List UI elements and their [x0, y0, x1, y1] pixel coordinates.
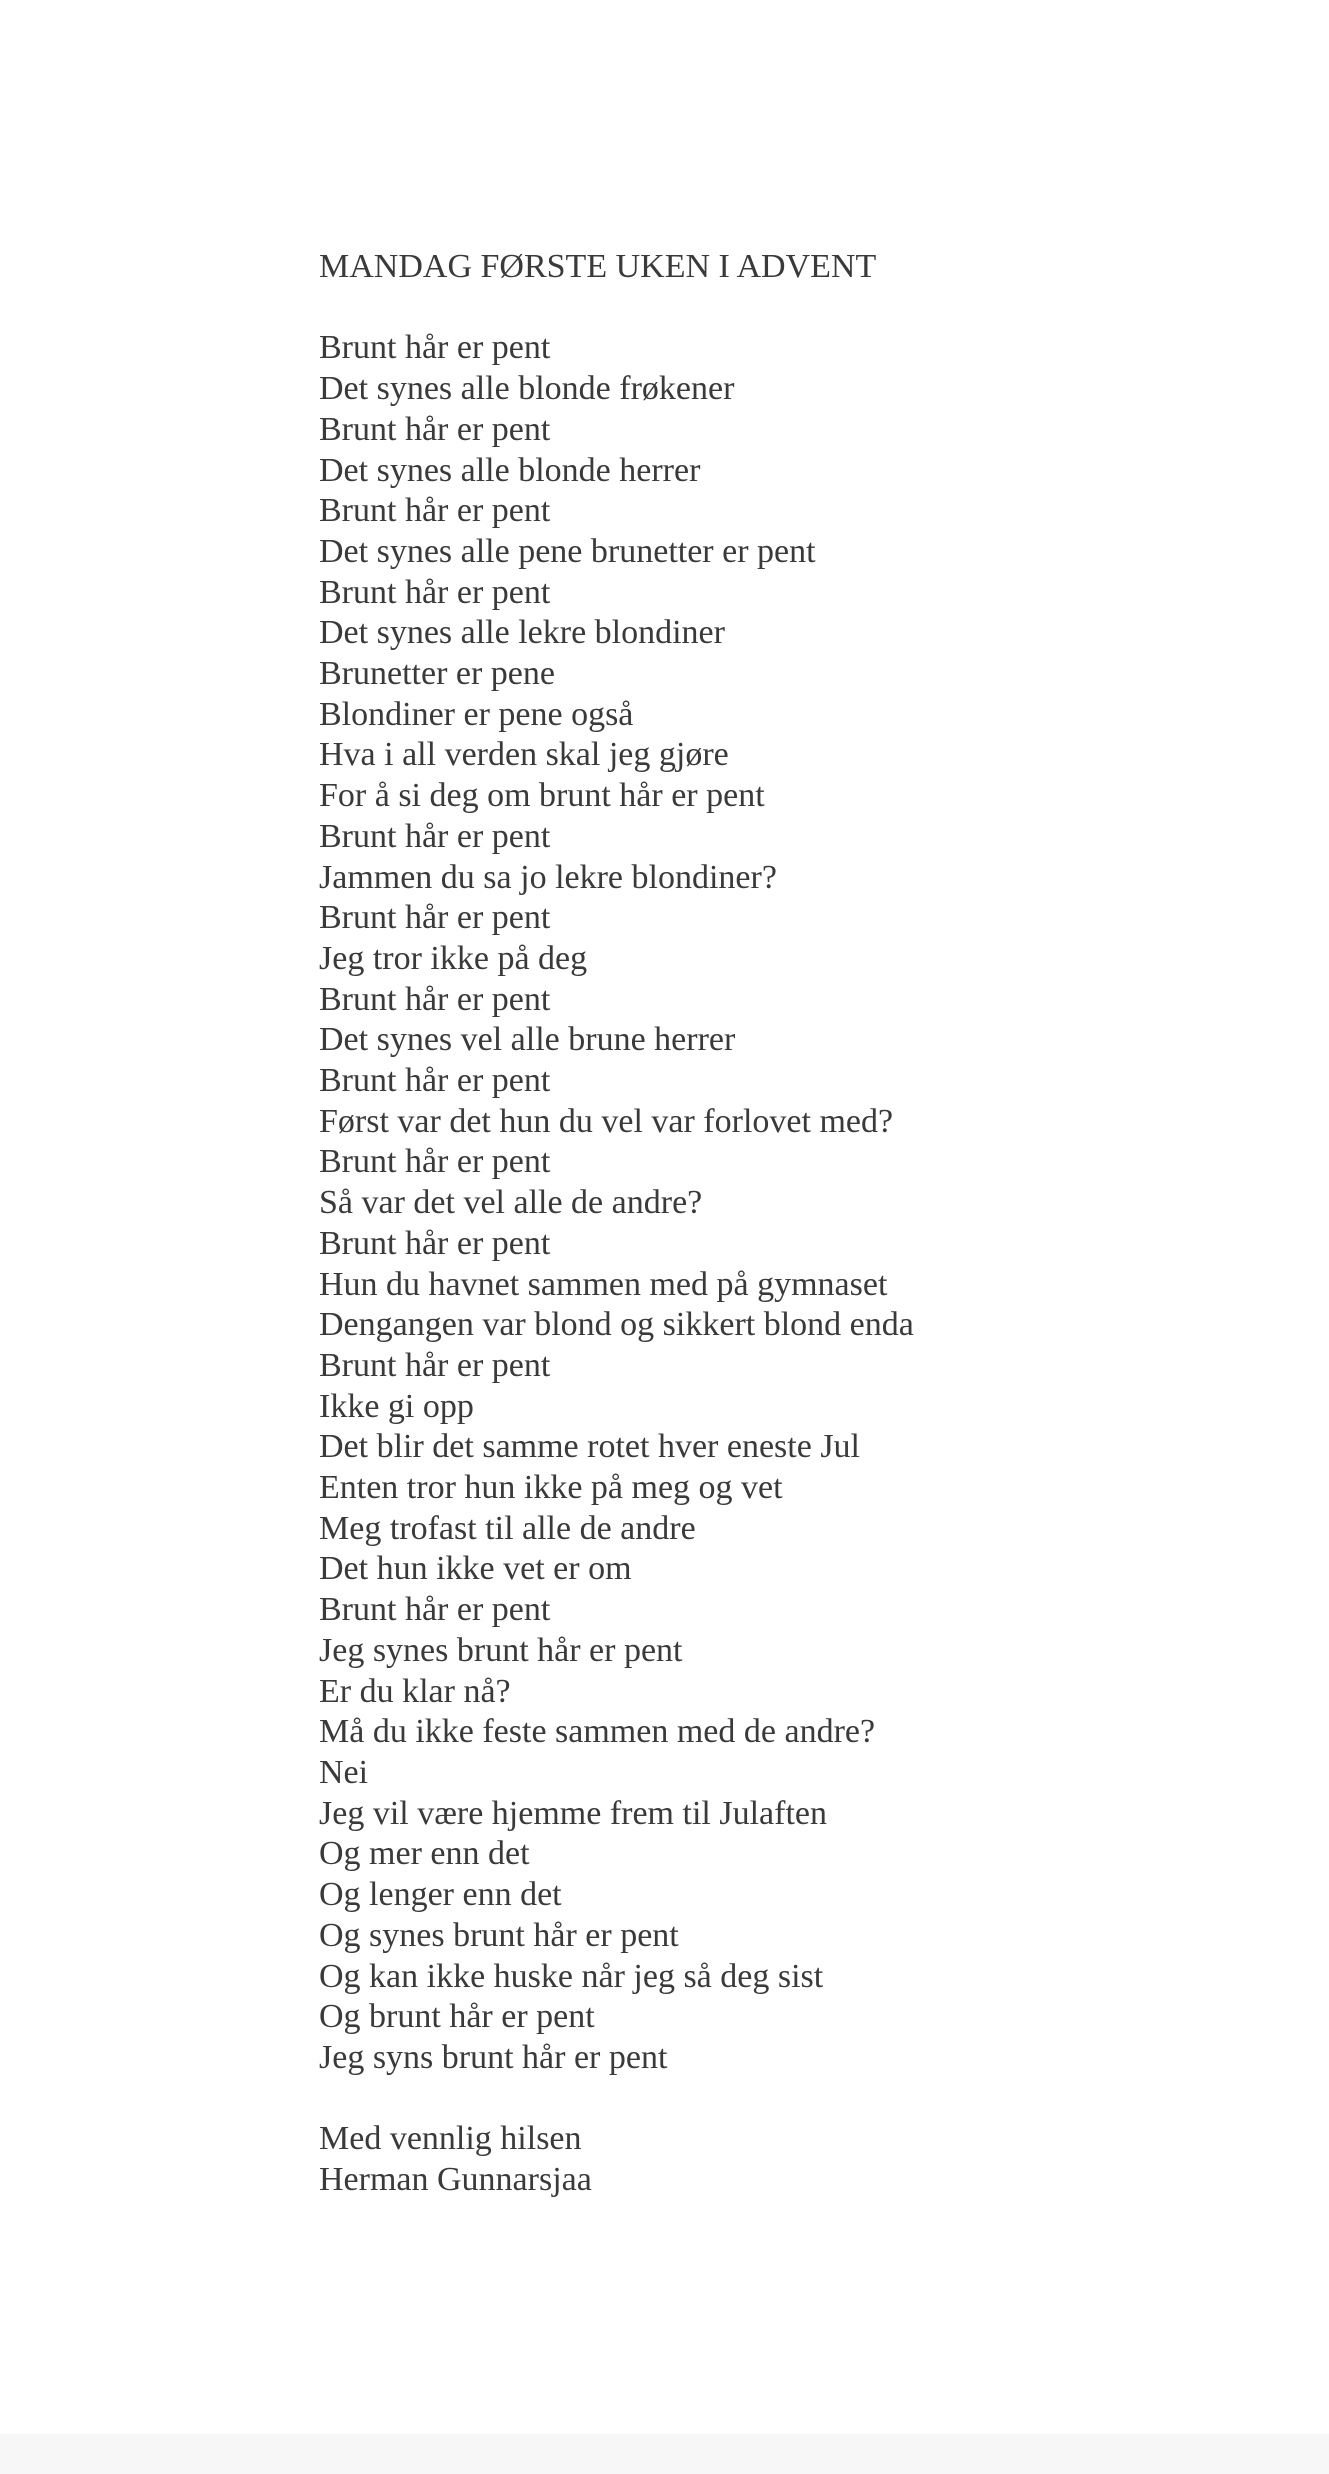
poem-line: Er du klar nå?	[319, 1672, 511, 1710]
poem-line: Det hun ikke vet er om	[319, 1550, 632, 1588]
poem-lines	[319, 328, 1279, 2078]
closing-spacer	[319, 2079, 1279, 2120]
poem-line: Brunt hår er pent	[319, 1591, 551, 1629]
poem-line: Må du ikke feste sammen med de andre?	[319, 1713, 876, 1751]
poem-line: Og lenger enn det	[319, 1876, 562, 1914]
poem-line: Brunt hår er pent	[319, 492, 551, 530]
poem-line: Det synes alle blonde herrer	[319, 451, 701, 489]
poem-line: Ikke gi opp	[319, 1387, 474, 1425]
poem-line: For å si deg om brunt hår er pent	[319, 777, 765, 815]
poem-line: Det blir det samme rotet hver eneste Jul	[319, 1428, 860, 1466]
poem-line: Brunt hår er pent	[319, 899, 551, 937]
poem-line: Og kan ikke huske når jeg så deg sist	[319, 1957, 824, 1995]
poem-line: Først var det hun du vel var forlovet med?	[319, 1102, 894, 1140]
poem-line: Blondiner er pene også	[319, 695, 634, 733]
poem-line: Jeg tror ikke på deg	[319, 939, 588, 977]
poem-line: Hva i all verden skal jeg gjøre	[319, 736, 729, 774]
poem-line: Brunt hår er pent	[319, 1143, 551, 1181]
poem-line: Jeg vil være hjemme frem til Julaften	[319, 1794, 827, 1832]
poem-line: Hun du havnet sammen med på gymnaset	[319, 1265, 888, 1303]
poem-line: Brunt hår er pent	[319, 329, 551, 367]
poem-line: Dengangen var blond og sikkert blond enda	[319, 1306, 914, 1344]
poem-line: Det synes alle pene brunetter er pent	[319, 532, 816, 570]
poem-line: Jeg synes brunt hår er pent	[319, 1631, 683, 1669]
poem-line: Og brunt hår er pent	[319, 1998, 595, 2036]
poem-line: Brunt hår er pent	[319, 410, 551, 448]
poem-block	[319, 247, 1279, 2201]
title-spacer	[319, 288, 1279, 329]
poem-line: Brunt hår er pent	[319, 980, 551, 1018]
poem-title: MANDAG FØRSTE UKEN I ADVENT	[319, 248, 877, 285]
poem-line: Jammen du sa jo lekre blondiner?	[319, 858, 777, 896]
poem-line: Brunt hår er pent	[319, 1346, 551, 1384]
poem-line: Brunetter er pene	[319, 655, 555, 693]
poem-line: Det synes alle lekre blondiner	[319, 614, 725, 652]
poem-line: Brunt hår er pent	[319, 573, 551, 611]
page-bottom-edge	[0, 2434, 1329, 2474]
poem-line: Enten tror hun ikke på meg og vet	[319, 1469, 783, 1507]
poem-line: Så var det vel alle de andre?	[319, 1184, 703, 1222]
poem-line: Meg trofast til alle de andre	[319, 1509, 696, 1547]
poem-line: Det synes alle blonde frøkener	[319, 370, 735, 408]
poem-line: Og mer enn det	[319, 1835, 530, 1873]
poem-line: Og synes brunt hår er pent	[319, 1916, 679, 1954]
poem-line: Jeg syns brunt hår er pent	[319, 2038, 668, 2076]
closing-text: Med vennlig hilsen	[319, 2120, 582, 2158]
poem-line: Brunt hår er pent	[319, 1062, 551, 1100]
poem-line: Brunt hår er pent	[319, 817, 551, 855]
poem-line: Det synes vel alle brune herrer	[319, 1021, 736, 1059]
signature-name: Herman Gunnarsjaa	[319, 2161, 592, 2199]
poem-line: Brunt hår er pent	[319, 1224, 551, 1262]
poem-line: Nei	[319, 1754, 369, 1791]
